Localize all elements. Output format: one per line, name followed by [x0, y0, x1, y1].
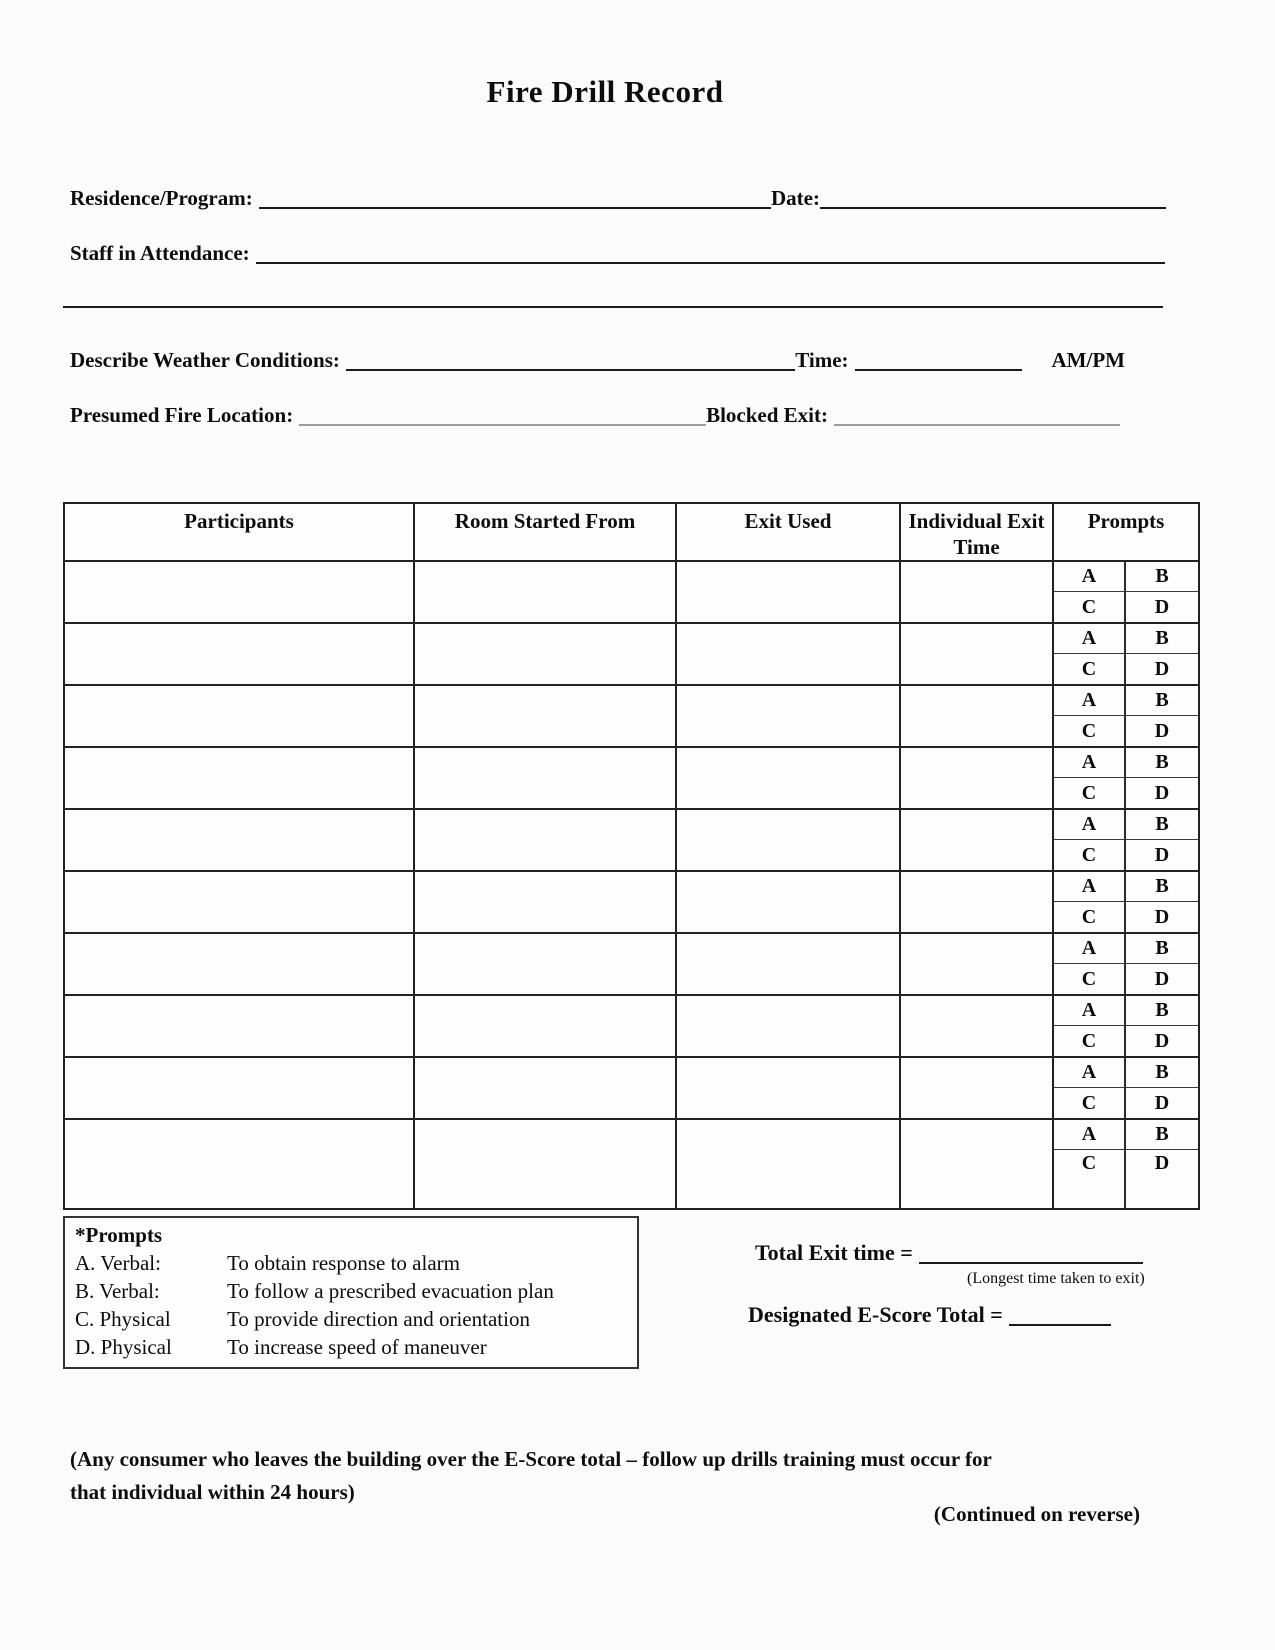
prompt-c-cell[interactable]: C — [1054, 1088, 1126, 1118]
room-started-from-cell[interactable] — [413, 934, 675, 994]
individual-exit-time-cell[interactable] — [899, 562, 1052, 622]
prompts-cell — [1052, 810, 1198, 870]
prompt-c-cell[interactable]: C — [1054, 654, 1126, 684]
legend-key-d: D. Physical — [75, 1335, 172, 1359]
ampm-label: AM/PM — [1051, 348, 1125, 372]
consumer-note — [70, 1443, 1135, 1509]
time-label: Time: — [795, 348, 849, 372]
date-label: Date: — [771, 186, 820, 210]
legend-desc-c: To provide direction and orientation — [227, 1307, 530, 1331]
prompt-a-cell[interactable]: A — [1054, 996, 1126, 1026]
participants-cell[interactable] — [65, 872, 413, 932]
participants-cell[interactable] — [65, 748, 413, 808]
exit-used-cell[interactable] — [675, 624, 899, 684]
prompt-b-cell[interactable]: B — [1126, 1058, 1198, 1088]
participants-cell[interactable] — [65, 1120, 413, 1208]
participants-cell[interactable] — [65, 1058, 413, 1118]
legend-key-c: C. Physical — [75, 1307, 171, 1331]
prompt-b-cell[interactable]: B — [1126, 748, 1198, 778]
legend-key-b: B. Verbal: — [75, 1279, 160, 1303]
prompt-a-cell[interactable]: A — [1054, 562, 1126, 592]
room-started-from-cell[interactable] — [413, 1058, 675, 1118]
prompt-b-cell[interactable]: B — [1126, 624, 1198, 654]
prompt-a-cell[interactable]: A — [1054, 810, 1126, 840]
prompt-d-cell[interactable]: D — [1154, 781, 1170, 804]
prompt-c-cell[interactable]: C — [1054, 902, 1126, 932]
exit-used-cell[interactable] — [675, 872, 899, 932]
room-started-from-cell[interactable] — [413, 872, 675, 932]
exit-used-cell[interactable] — [675, 686, 899, 746]
prompts-cell — [1052, 748, 1198, 808]
total-exit-time-field[interactable] — [919, 1262, 1143, 1264]
table-row — [65, 746, 1198, 808]
participants-cell[interactable] — [65, 810, 413, 870]
legend-item-a — [75, 1249, 627, 1277]
page-title: Fire Drill Record — [486, 74, 724, 109]
prompts-cell — [1052, 996, 1198, 1056]
prompt-c-cell[interactable]: C — [1054, 716, 1126, 746]
exit-used-cell[interactable] — [675, 996, 899, 1056]
participants-cell[interactable] — [65, 934, 413, 994]
participants-cell[interactable] — [65, 562, 413, 622]
prompt-b-cell[interactable]: B — [1126, 996, 1198, 1026]
prompts-legend-title: *Prompts — [75, 1223, 163, 1247]
prompt-a-cell[interactable]: A — [1054, 934, 1126, 964]
room-started-from-cell[interactable] — [413, 624, 675, 684]
table-row — [65, 1056, 1198, 1118]
prompt-c-cell[interactable]: C — [1054, 592, 1126, 622]
prompt-b-cell[interactable]: B — [1126, 562, 1198, 592]
escore-total-label: Designated E-Score Total = — [748, 1302, 1003, 1327]
drill-table-body — [65, 560, 1198, 1208]
prompt-b-cell[interactable]: B — [1126, 934, 1198, 964]
prompts-cell — [1052, 624, 1198, 684]
table-row — [65, 932, 1198, 994]
room-started-from-cell[interactable] — [413, 1120, 675, 1208]
table-row — [65, 560, 1198, 622]
prompt-d-cell[interactable]: D — [1154, 1029, 1170, 1052]
staff-in-attendance-label: Staff in Attendance: — [70, 241, 250, 265]
header-individual-exit-time: Individual Exit Time — [899, 504, 1052, 560]
prompt-d-cell[interactable]: D — [1154, 1091, 1170, 1114]
weather-conditions-field[interactable] — [346, 369, 795, 371]
prompt-d-cell[interactable]: D — [1154, 905, 1170, 928]
participants-cell[interactable] — [65, 996, 413, 1056]
prompt-d-cell[interactable]: D — [1154, 595, 1170, 618]
exit-used-cell[interactable] — [675, 562, 899, 622]
total-exit-time-caption: (Longest time taken to exit) — [967, 1270, 1145, 1287]
legend-item-c — [75, 1305, 627, 1333]
staff-continuation-row — [63, 282, 1163, 312]
prompt-c-cell[interactable]: C — [1054, 964, 1126, 994]
escore-total-row — [748, 1300, 1111, 1330]
legend-key-a: A. Verbal: — [75, 1251, 161, 1275]
blocked-exit-field[interactable] — [834, 424, 1120, 426]
prompts-cell — [1052, 934, 1198, 994]
exit-used-cell[interactable] — [675, 1120, 899, 1208]
fire-location-row — [70, 400, 1120, 430]
consumer-note-line1: (Any consumer who leaves the building over the E-Score total – follow up drills training must occur for — [70, 1447, 992, 1471]
continued-on-reverse: (Continued on reverse) — [933, 1502, 1140, 1526]
exit-used-cell[interactable] — [675, 934, 899, 994]
prompt-d-cell[interactable]: D — [1154, 967, 1170, 990]
residence-program-label: Residence/Program: — [70, 186, 253, 210]
prompt-d-cell[interactable]: D — [1154, 657, 1170, 680]
legend-desc-a: To obtain response to alarm — [227, 1251, 460, 1275]
header-room-started-from: Room Started From — [413, 504, 675, 560]
prompt-b-cell[interactable]: B — [1126, 810, 1198, 840]
prompt-a-cell[interactable]: A — [1054, 1120, 1126, 1150]
staff-continuation-field[interactable] — [63, 306, 1163, 308]
prompt-c-cell[interactable]: C — [1054, 1026, 1126, 1056]
prompt-c-cell[interactable]: C — [1054, 778, 1126, 808]
prompt-c-cell[interactable]: C — [1054, 840, 1126, 870]
prompt-d-cell[interactable]: D — [1154, 843, 1170, 866]
prompt-b-cell[interactable]: B — [1126, 872, 1198, 902]
table-row — [65, 684, 1198, 746]
prompts-cell — [1052, 1120, 1198, 1208]
table-row — [65, 994, 1198, 1056]
weather-time-row — [70, 345, 1125, 375]
individual-exit-time-cell[interactable] — [899, 810, 1052, 870]
total-exit-time-label: Total Exit time = — [755, 1240, 913, 1265]
legend-item-b — [75, 1277, 627, 1305]
individual-exit-time-cell[interactable] — [899, 996, 1052, 1056]
participants-cell[interactable] — [65, 624, 413, 684]
staff-in-attendance-field[interactable] — [256, 262, 1165, 264]
room-started-from-cell[interactable] — [413, 686, 675, 746]
escore-total-field[interactable] — [1009, 1324, 1111, 1326]
prompt-a-cell[interactable]: A — [1054, 872, 1126, 902]
table-row — [65, 1118, 1198, 1208]
table-row — [65, 870, 1198, 932]
prompt-b-cell[interactable]: B — [1126, 1120, 1198, 1150]
room-started-from-cell[interactable] — [413, 810, 675, 870]
individual-exit-time-cell[interactable] — [899, 686, 1052, 746]
prompt-a-cell[interactable]: A — [1054, 624, 1126, 654]
time-field[interactable] — [855, 369, 1022, 371]
prompt-a-cell[interactable]: A — [1054, 1058, 1126, 1088]
individual-exit-time-cell[interactable] — [899, 1120, 1052, 1208]
prompts-cell — [1052, 1058, 1198, 1118]
participants-cell[interactable] — [65, 686, 413, 746]
prompt-c-cell[interactable]: C — [1054, 1150, 1126, 1208]
prompt-a-cell[interactable]: A — [1054, 686, 1126, 716]
legend-item-d — [75, 1333, 627, 1361]
prompt-d-cell[interactable]: D — [1154, 719, 1170, 742]
total-exit-time-row — [755, 1238, 1143, 1268]
room-started-from-cell[interactable] — [413, 996, 675, 1056]
room-started-from-cell[interactable] — [413, 748, 675, 808]
legend-desc-d: To increase speed of maneuver — [227, 1335, 487, 1359]
legend-desc-b: To follow a prescribed evacuation plan — [227, 1279, 554, 1303]
prompt-b-cell[interactable]: B — [1126, 686, 1198, 716]
prompt-d-cell[interactable]: D — [1154, 1152, 1170, 1174]
fire-location-label: Presumed Fire Location: — [70, 403, 294, 427]
prompt-a-cell[interactable]: A — [1054, 748, 1126, 778]
individual-exit-time-cell[interactable] — [899, 748, 1052, 808]
header-prompts: Prompts — [1052, 504, 1198, 560]
residence-program-field[interactable] — [259, 207, 771, 209]
individual-exit-time-cell[interactable] — [899, 1058, 1052, 1118]
exit-used-cell[interactable] — [675, 810, 899, 870]
staff-row — [70, 238, 1165, 268]
prompts-cell — [1052, 872, 1198, 932]
exit-used-cell[interactable] — [675, 1058, 899, 1118]
table-header-row — [65, 504, 1198, 560]
prompts-cell — [1052, 686, 1198, 746]
exit-used-cell[interactable] — [675, 748, 899, 808]
header-participants: Participants — [184, 509, 294, 533]
weather-conditions-label: Describe Weather Conditions: — [70, 348, 340, 372]
prompts-legend-box — [63, 1216, 639, 1369]
table-row — [65, 622, 1198, 684]
room-started-from-cell[interactable] — [413, 562, 675, 622]
table-row — [65, 808, 1198, 870]
individual-exit-time-cell[interactable] — [899, 872, 1052, 932]
blocked-exit-label: Blocked Exit: — [706, 403, 828, 427]
header-exit-used: Exit Used — [675, 504, 899, 560]
individual-exit-time-cell[interactable] — [899, 624, 1052, 684]
drill-table — [63, 502, 1200, 1210]
date-field[interactable] — [820, 207, 1166, 209]
residence-date-row — [70, 183, 1166, 213]
consumer-note-line2: that individual within 24 hours) — [70, 1480, 355, 1504]
prompts-cell — [1052, 562, 1198, 622]
fire-location-field[interactable] — [299, 424, 706, 426]
individual-exit-time-cell[interactable] — [899, 934, 1052, 994]
